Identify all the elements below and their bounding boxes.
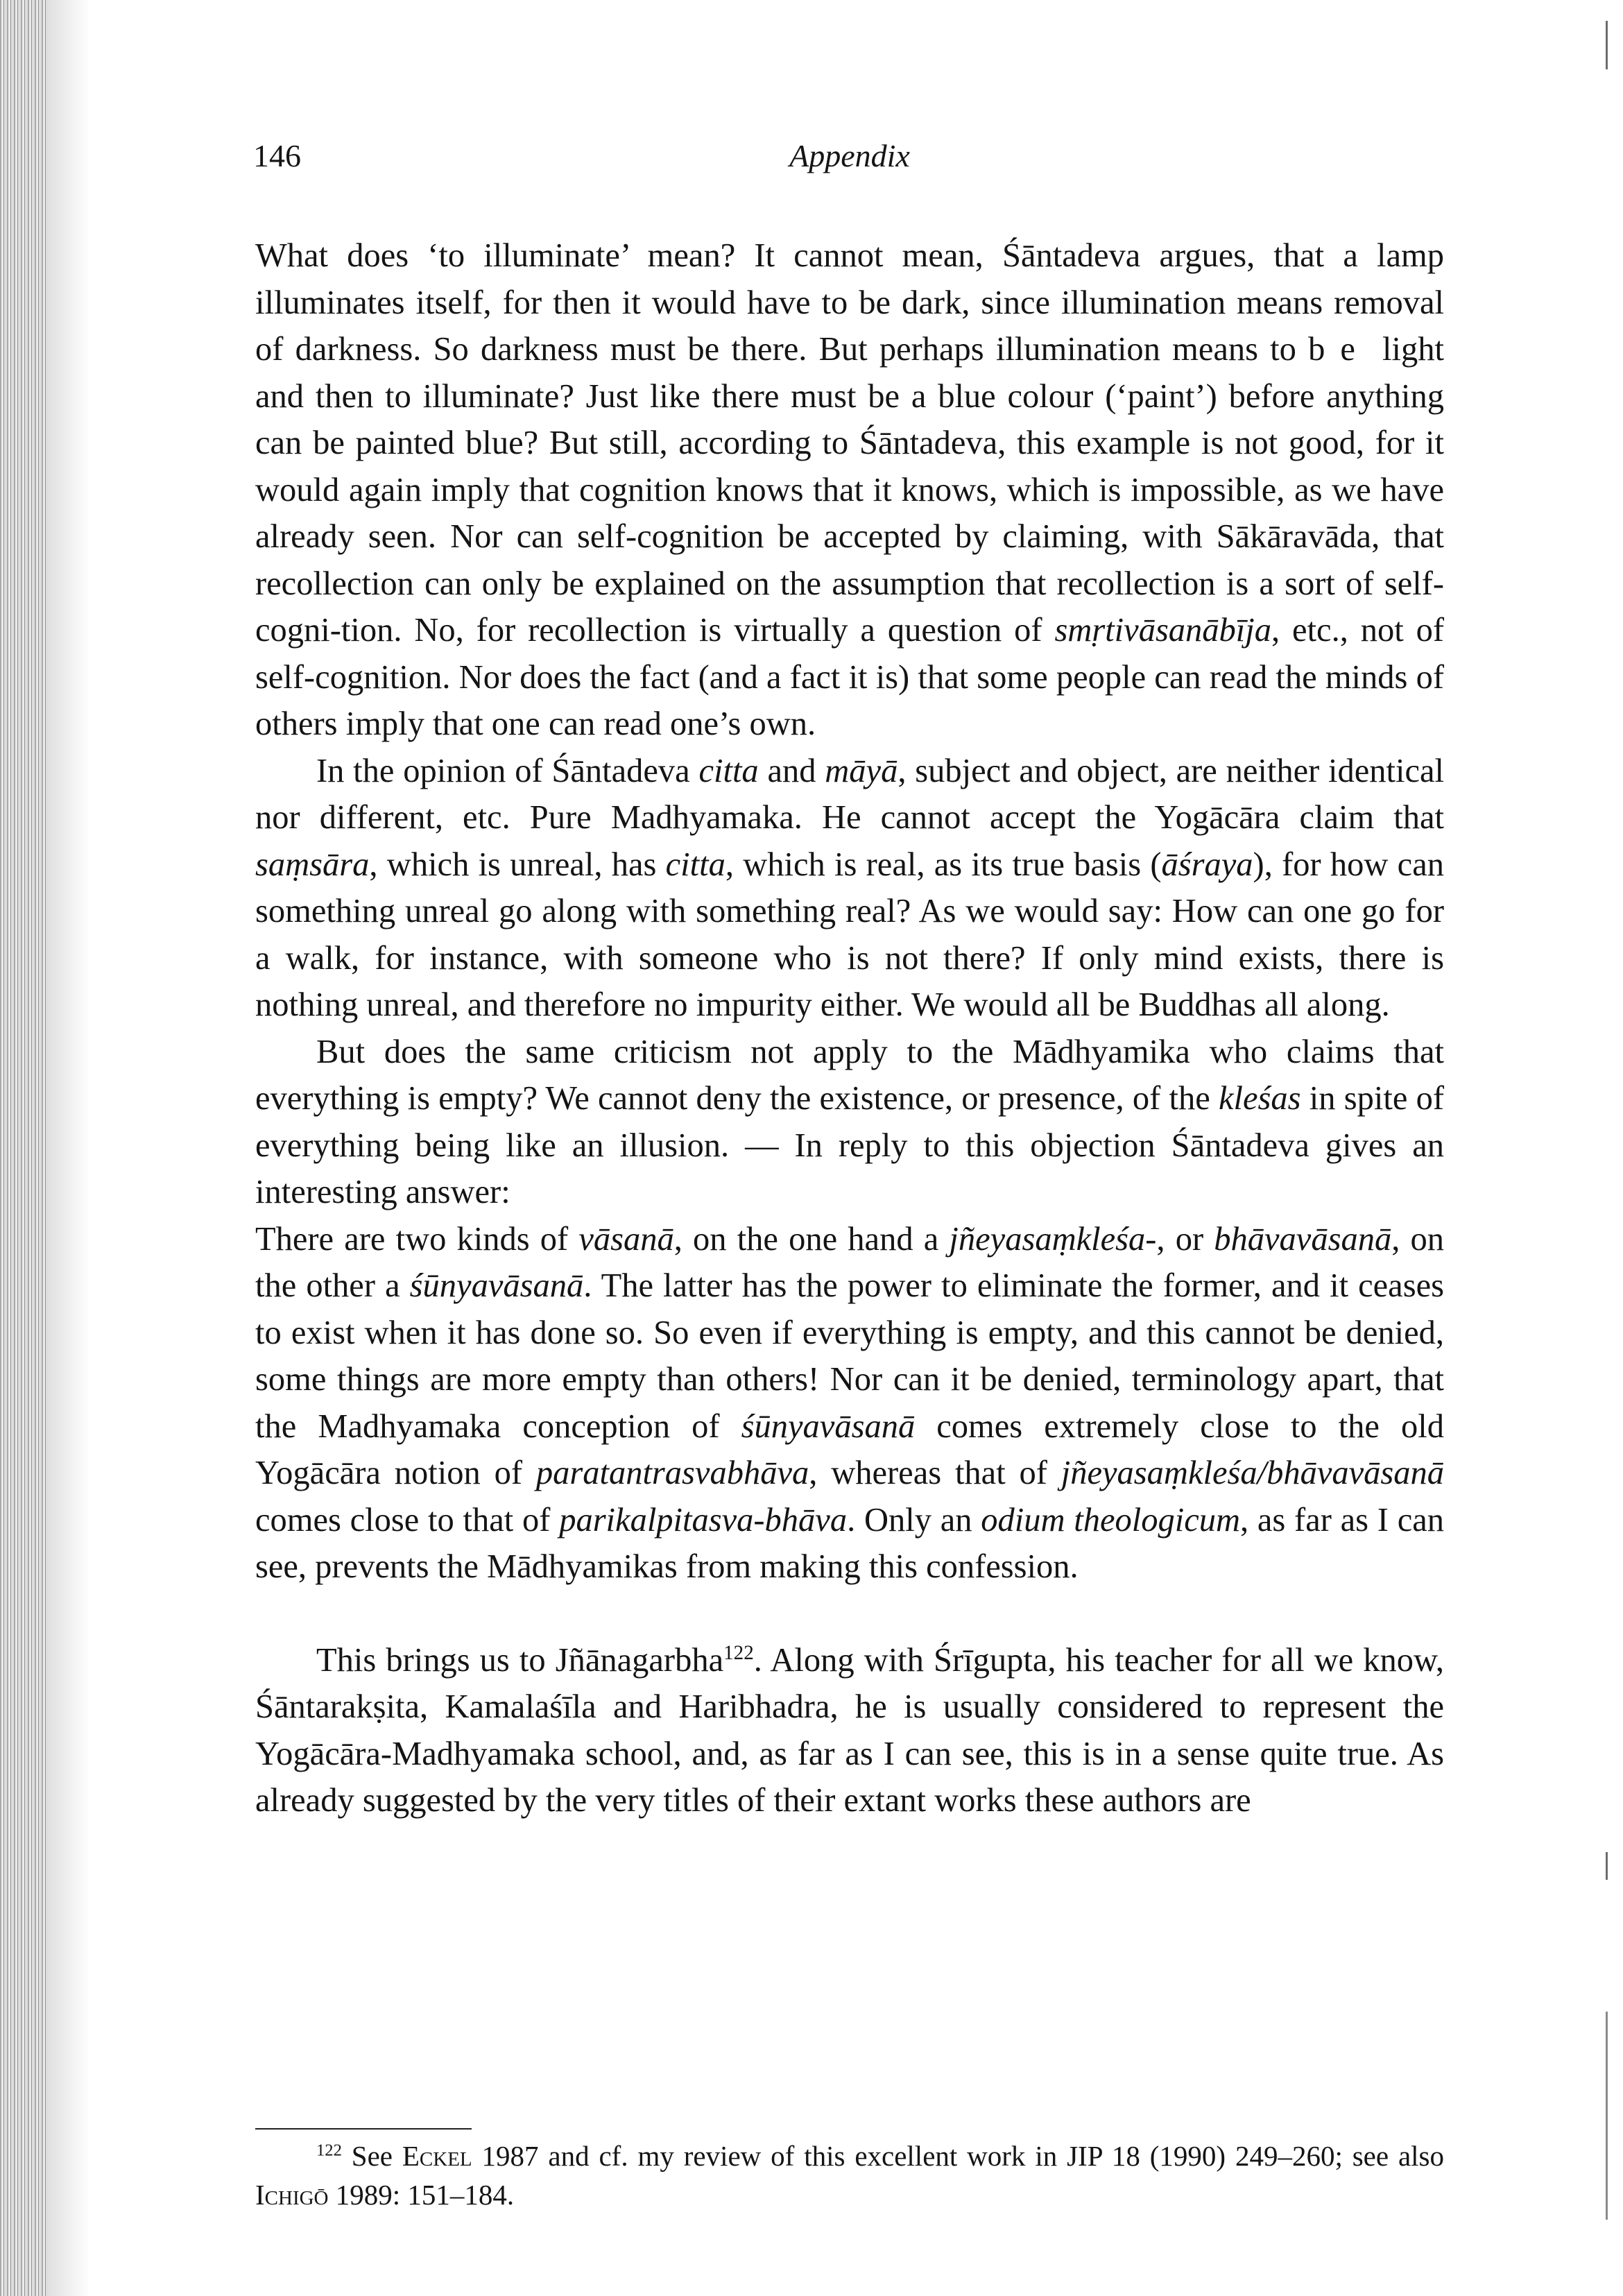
scan-binding-shadow xyxy=(49,0,90,2296)
paragraph-1 xyxy=(255,232,1444,748)
sanskrit-term: paratantrasvabhāva xyxy=(535,1455,809,1491)
sanskrit-term: māyā xyxy=(825,752,898,789)
sanskrit-term: parikalpitasva-bhāva xyxy=(559,1501,848,1539)
text-run: , subject and object, are neither identical nor different, etc. Pure Madhyamaka. He cannot accept the Yogācāra claim that xyxy=(255,752,1445,836)
scan-edge-mark xyxy=(1606,2012,1608,2220)
sanskrit-term: saṃsāra xyxy=(255,846,370,883)
text-run: . The latter has the power to eliminate the former, and it ceases to exist when it has done so. So even if everything is empty, and this cannot be denied, some things are more empty than others! Nor can it be denied, terminology apart, that the Madhyamaka conception of xyxy=(255,1267,1444,1445)
page-number: 146 xyxy=(253,138,301,173)
text-run: , which is real, as its true basis ( xyxy=(725,846,1162,883)
sanskrit-term: kleśas xyxy=(1219,1080,1301,1117)
page-header xyxy=(253,137,1446,186)
text-run: in spite of everything being like an illusion. — In reply to this objection Śāntadeva gives an interesting answer: xyxy=(255,1080,1444,1210)
text-run: light and then to illuminate? Just like there must be a blue colour (‘paint’) before anything can be painted blue? But still, according to Śāntadeva, this example is not good, for it would again imply that cognition knows that it knows, which is impossible, as we have already seen. Nor can self-cognition be accepted by claiming, with Sākāravāda, that recollection can only be explained on the assumption that recollection is a sort of self-cogni-tion. No, for recollection is virtually a question of xyxy=(255,331,1444,649)
text-run: comes extremely close to the old Yogācāra notion of xyxy=(255,1407,1444,1491)
text-run: , on the other a xyxy=(255,1220,1444,1304)
text-run: , or xyxy=(1156,1220,1214,1258)
sanskrit-term: smṛtivāsanābīja xyxy=(1054,612,1272,649)
footnote-122 xyxy=(255,2136,1444,2214)
sanskrit-term: citta xyxy=(665,846,725,883)
text-run: . Only an xyxy=(847,1501,981,1539)
text-run: What does ‘to illuminate’ mean? It cannot mean, Śāntadeva argues, that a lamp illuminates itself, for then it would have to be dark, since illumination means removal of darkness. So darkness must be there. But perhaps illumination means to xyxy=(255,237,1444,368)
text-run: In the opinion of Śāntadeva xyxy=(316,752,699,789)
sanskrit-term: śūnyavāsanā xyxy=(409,1267,584,1304)
paragraph-2 xyxy=(255,748,1444,1029)
scan-binding-edge xyxy=(0,0,49,2296)
latin-phrase: odium theologicum xyxy=(981,1501,1241,1539)
text-run: But does the same criticism not apply to the Mādhyamika who claims that everything is empty? We cannot deny the existence, or presence, of the xyxy=(255,1033,1444,1117)
text-run: , etc., not of self-cognition. Nor does the fact (and a fact it is) that some people can read the minds of others imply that one can read one’s own. xyxy=(255,612,1445,742)
text-run: , whereas that of xyxy=(809,1455,1061,1491)
sanskrit-term: śūnyavāsanā xyxy=(741,1407,916,1445)
text-run: There are two kinds of xyxy=(255,1220,579,1258)
footnote-separator xyxy=(255,2128,472,2130)
text-run: 1987 and cf. my review of this excellent work in JIP 18 (1990) 249–260; see also xyxy=(472,2140,1444,2172)
paragraph-3 xyxy=(255,1029,1444,1216)
sanskrit-term: bhāvavāsanā xyxy=(1214,1220,1392,1258)
scan-edge-mark xyxy=(1606,1852,1608,1880)
sanskrit-term: jñeyasaṃkleśa/bhāvavāsanā xyxy=(1060,1455,1445,1491)
paragraph-4 xyxy=(255,1216,1444,1591)
footnote-reference[interactable]: 122 xyxy=(723,1641,754,1664)
author-name: Ichigō xyxy=(255,2179,329,2211)
text-run: , as far as I can see, prevents the Mādhyamikas from making this confession. xyxy=(255,1501,1444,1585)
footnote-number: 122 xyxy=(316,2141,342,2160)
emphasis-spaced: be xyxy=(1308,331,1371,368)
text-run: comes close to that of xyxy=(255,1501,560,1539)
text-run: . Along with Śrīgupta, his teacher for all we know, Śāntarakṣita, Kamalaśīla and Haribhadra, he is usually considered to represent the Yogācāra-Madhyamaka school, and, as far as I can see, this is in a sense quite true. As already suggested by the very titles of their extant works these authors are xyxy=(255,1641,1444,1819)
text-run: ), for how can something unreal go along with something real? As we would say: How can one go for a walk, for instance, with someone who is not there? If only mind exists, there is nothing unreal, and therefore no impurity either. We would all be Buddhas all along. xyxy=(255,846,1444,1023)
scan-edge-mark xyxy=(1606,21,1608,69)
main-text xyxy=(255,232,1444,1824)
text-run: , on the one hand a xyxy=(673,1220,950,1258)
sanskrit-term: jñeyasaṃkleśa- xyxy=(949,1220,1157,1258)
author-name: Eckel xyxy=(402,2140,472,2172)
text-run: This brings us to Jñānagarbha xyxy=(316,1641,724,1679)
text-run: , which is unreal, has xyxy=(369,846,666,883)
paragraph-5 xyxy=(255,1637,1444,1824)
sanskrit-term: vāsanā xyxy=(578,1220,674,1258)
sanskrit-term: citta xyxy=(698,752,759,789)
sanskrit-term: āśraya xyxy=(1161,846,1253,883)
footnote-text xyxy=(255,2136,1444,2214)
text-run: 1989: 151–184. xyxy=(328,2179,515,2211)
text-run: See xyxy=(341,2140,402,2172)
text-run: and xyxy=(758,752,825,789)
running-head: Appendix xyxy=(789,138,910,173)
